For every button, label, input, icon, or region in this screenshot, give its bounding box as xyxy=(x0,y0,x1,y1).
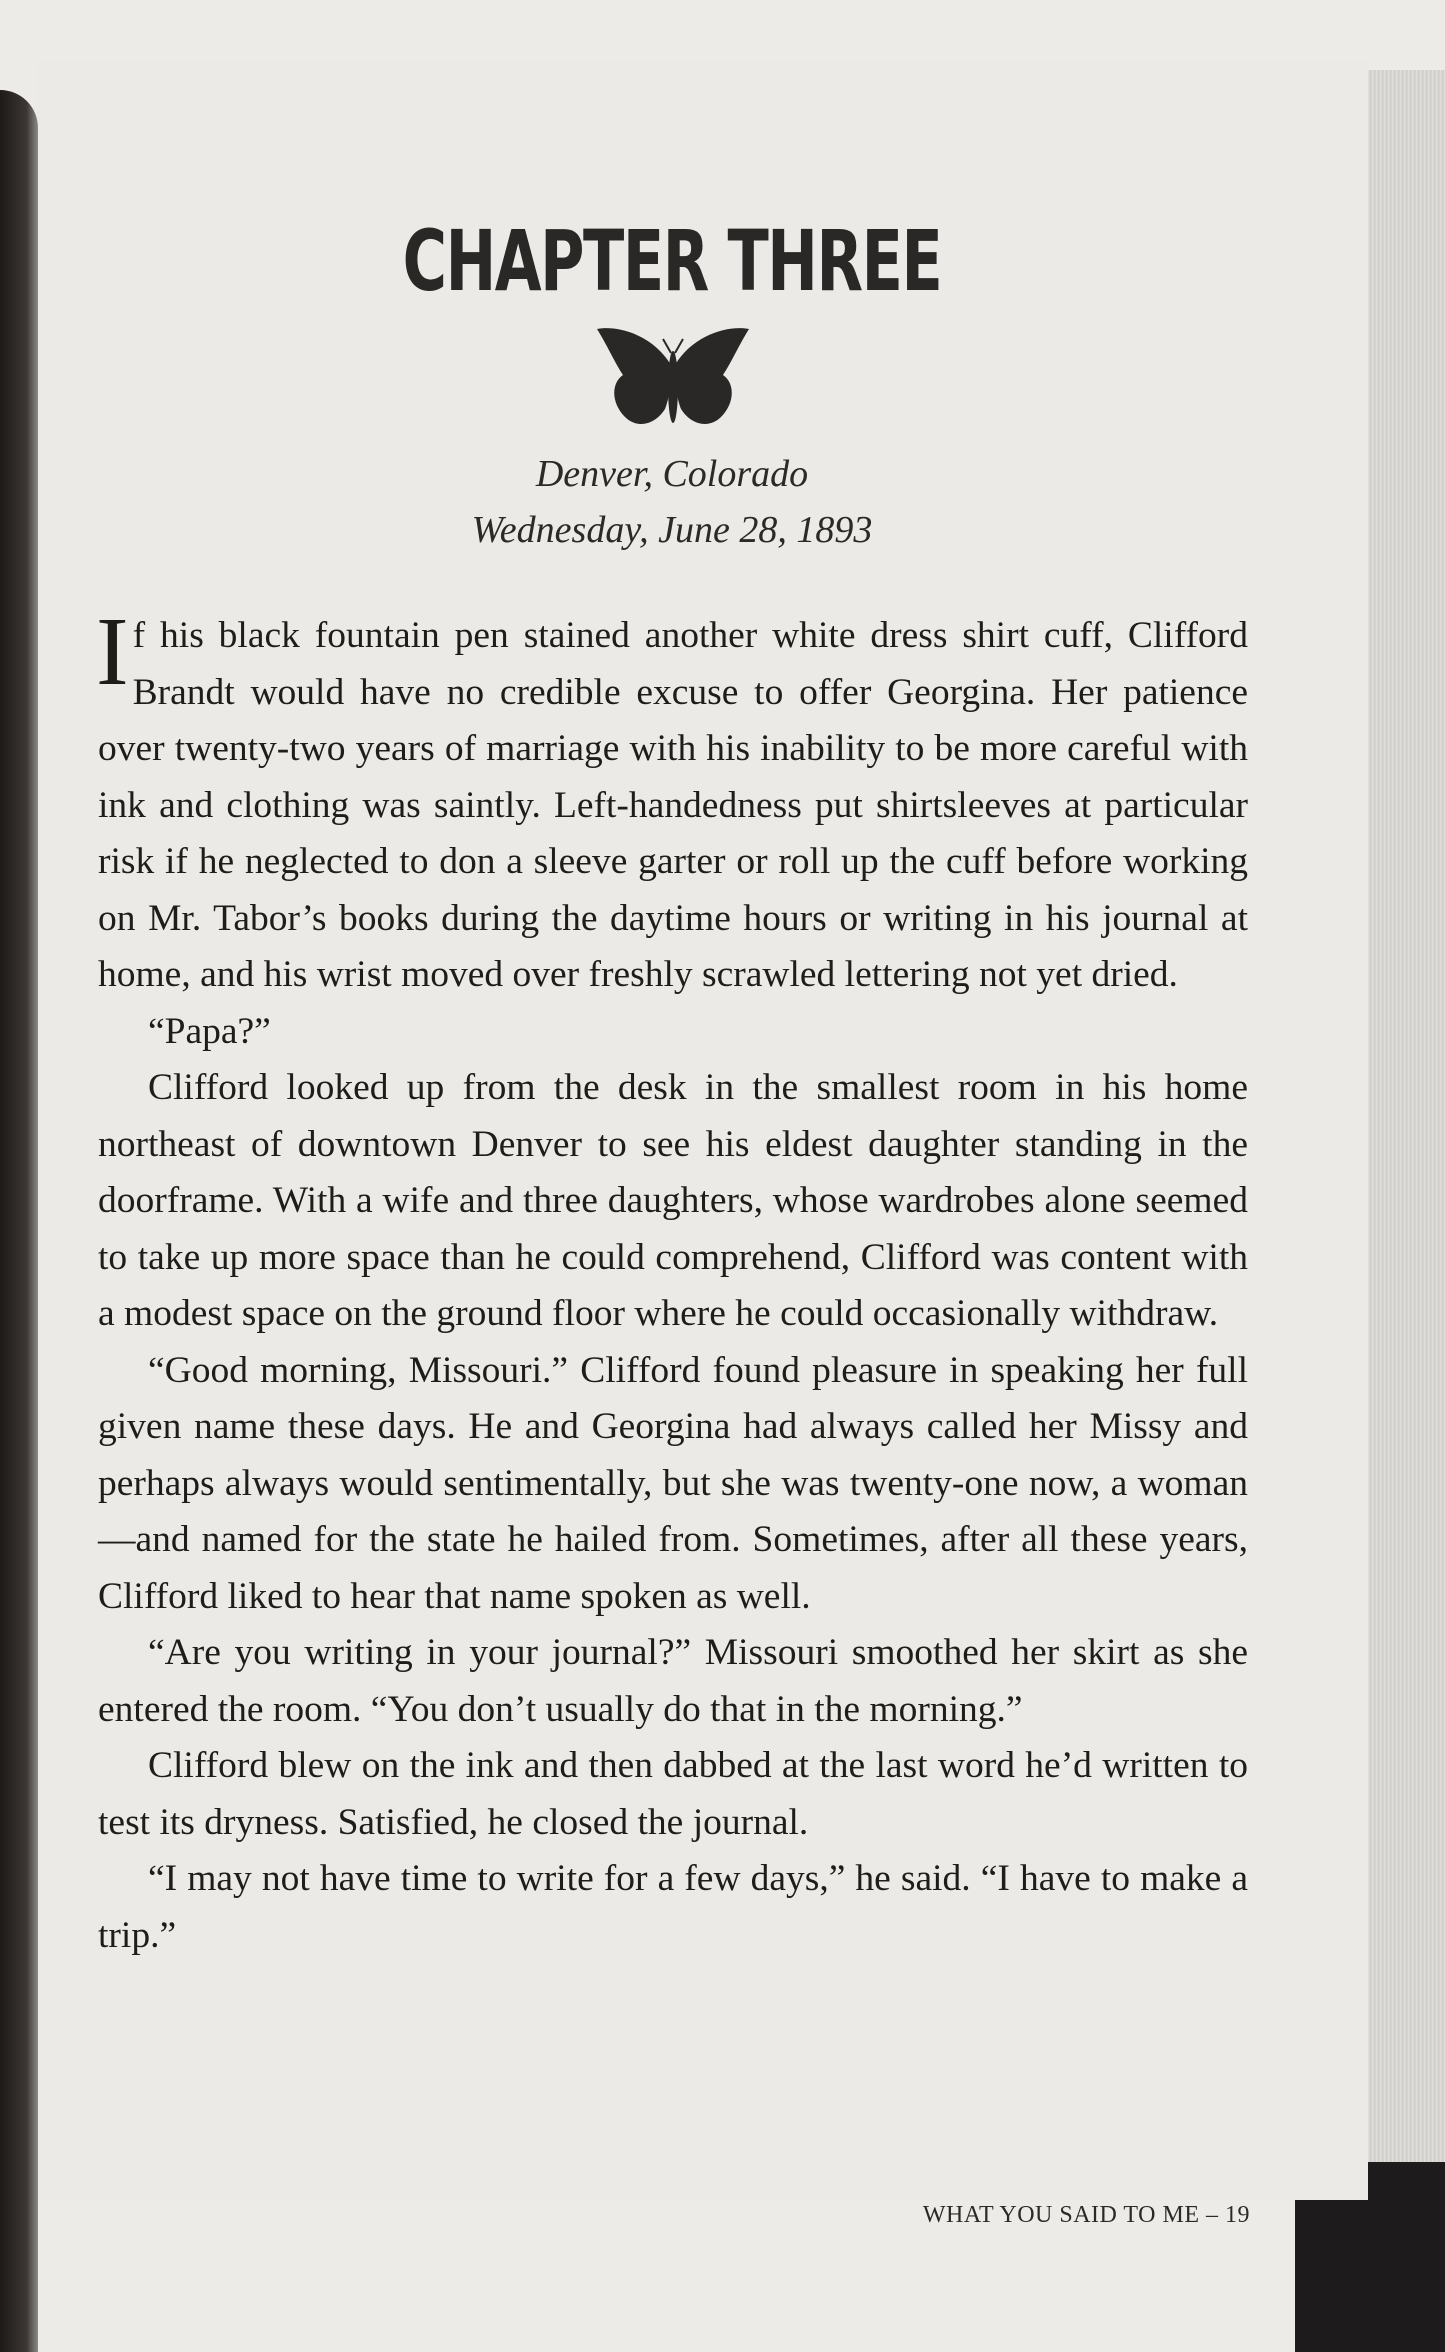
paragraph: “Good morning, Missouri.” Clifford found pleasure in speaking her full given name these days. He and Georgina had always called her Missy and perhaps always would sentimentally, but she was twenty-one now, a woman—and named for the state he hailed from. Sometimes, after all these years, Clifford liked to hear that name spoken as well. xyxy=(98,1349,1248,1617)
page-stack-edge xyxy=(1363,70,1445,2230)
paragraph: “I may not have time to write for a few days,” he said. “I have to make a trip.” xyxy=(98,1858,1248,1956)
running-footer: WHAT YOU SAID TO ME – 19 xyxy=(922,2202,1250,2228)
chapter-title: CHAPTER THREE xyxy=(402,212,942,310)
paragraph: “Papa?” xyxy=(148,1010,271,1052)
paragraph xyxy=(96,598,1248,1004)
chapter-date: Wednesday, June 28, 1893 xyxy=(471,509,873,551)
paragraph-text: f his black fountain pen stained another white dress shirt cuff, Clifford Brandt would have no credible excuse to offer Georgina. Her patience over twenty-two years of marriage with his inability to be more careful with ink and clothing was saintly. Left-handedness put shirtsleeves at particular risk if he neglected to don a sleeve garter or roll up the cuff before working on Mr. Tabor’s books during the daytime hours or writing in his journal at home, and his wrist moved over freshly scrawled lettering not yet dried. xyxy=(98,615,1248,995)
book-page xyxy=(38,60,1368,2228)
paragraph: “Are you writing in your journal?” Missouri smoothed her skirt as she entered the room. “You don’t usually do that in the morning.” xyxy=(98,1632,1248,1730)
chapter-location: Denver, Colorado xyxy=(535,453,809,495)
paragraph: Clifford blew on the ink and then dabbed at the last word he’d written to test its dryness. Satisfied, he closed the journal. xyxy=(98,1745,1248,1843)
paragraph: Clifford looked up from the desk in the smallest room in his home northeast of downtown Denver to see his eldest daughter standing in the doorframe. With a wife and three daughters, whose wardrobes alone seemed to take up more space than he could comprehend, Clifford was content with a modest space on the ground floor where he could occasionally withdraw. xyxy=(98,1067,1248,1334)
book-left-edge xyxy=(0,90,38,2352)
butterfly-icon xyxy=(593,325,753,433)
drop-cap: I xyxy=(96,598,129,706)
chapter-body xyxy=(96,598,1248,1964)
